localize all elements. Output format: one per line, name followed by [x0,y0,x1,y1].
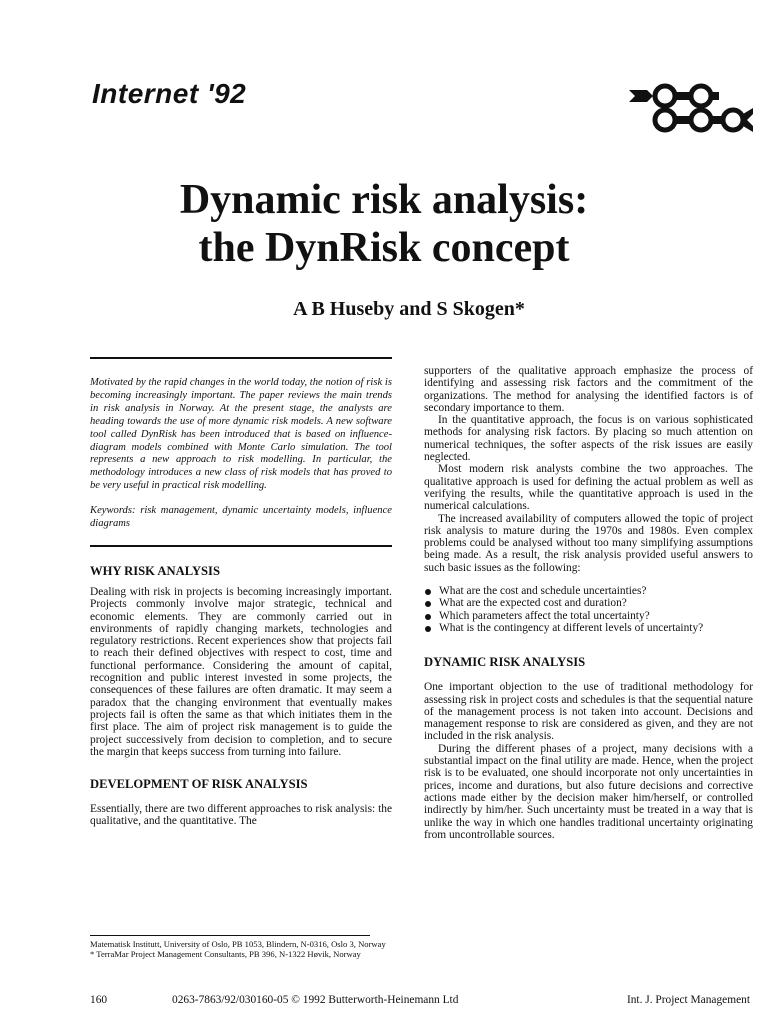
risk-questions-list [424,585,753,634]
copyright-line: 0263-7863/92/030160-05 © 1992 Butterworth-Heinemann Ltd [172,994,459,1006]
heading-development: DEVELOPMENT OF RISK ANALYSIS [90,777,308,792]
page-number: 160 [90,994,108,1006]
footnotes [90,935,392,959]
abstract-top-rule [90,357,392,359]
list-item: Which parameters affect the total uncertainty? [424,610,753,622]
heading-why-risk-analysis: WHY RISK ANALYSIS [90,563,220,578]
list-item: What are the expected cost and duration? [424,597,753,609]
dynamic-paragraph-1: One important objection to the use of traditional methodology for assessing risk in project costs and schedules is that the sequential nature of the management process is not taken into account. Decisions and management response to risk are considered as given, and they are not included in the risk analysis. [424,681,753,743]
development-paragraph-4: The increased availability of computers allowed the topic of project risk analysis to mature during the 1970s and 1980s. Even complex problems could be analysed without too many simplifying assumptions being made. As a result, the risk analysis provided useful answers to such basic issues as the following: [424,512,753,574]
right-column [424,365,753,841]
dynamic-paragraph-2: During the different phases of a project, many decisions with a substantial impact on the final utility are made. Hence, when the project risk is to be evaluated, one should incorporate not only uncertainties in prices, income and durations, but also future decisions and corrective actions made either by the decision maker him/herself, or controlled indirectly by him/her. Such uncertainty must be treated in a way that is unlike the way in which one handles traditional uncertainty originating from uncontrollable sources. [424,742,753,841]
page-footer [0,994,768,1010]
title-line-2: the DynRisk concept [198,225,570,271]
footnote-affiliation-1: Matematisk Institutt, University of Oslo, PB 1053, Blindern, N-0316, Oslo 3, Norway [90,939,386,949]
development-paragraph-3: Most modern risk analysts combine the two approaches. The qualitative approach is used for defining the actual problem as well as verifying the results, while the quantitative approach is used in the numerical calculations. [424,463,753,513]
list-item: What are the cost and schedule uncertainties? [424,585,753,597]
development-paragraph-1: Essentially, there are two different approaches to risk analysis: the qualitative, and the quantitative. The [90,803,392,828]
why-paragraph: Dealing with risk in projects is becoming increasingly important. Projects commonly involve major strategic, technical and economic elements. They are commonly carried out in environments of rapidly changing markets, technologies and regulatory restrictions. Recent experiences show that projects fail to reach their defined objectives with respect to cost, time and functional performance. Considering the amount of capital, recognition and public interest invested in some projects, the consequences of these failures are often dramatic. It may seem a paradox that the changing environment that eventually makes projects fail is often the same as that which initiates them in the first place. The aim of project risk management is to guide the project successively from decision to completion, and to secure the margin that keeps success from turning into failure. [90,585,392,758]
heading-dynamic-risk-analysis: DYNAMIC RISK ANALYSIS [424,655,586,670]
left-column [90,357,392,828]
journal-name: Internet '92 [92,78,247,109]
journal-footer-name: Int. J. Project Management [626,994,750,1006]
list-item: What is the contingency at different levels of uncertainty? [424,622,753,634]
footnote-rule [90,935,370,936]
development-paragraph-1-continued: supporters of the qualitative approach emphasize the process of identifying and assessing risk factors and the commitment of the organizations. The method for analysing the identified factors is of secondary importance to them. [424,365,753,414]
authors: A B Huseby and S Skogen* [293,298,525,320]
footnote-affiliation-2: * TerraMar Project Management Consultants, PB 396, N-1322 Høvik, Norway [90,949,361,960]
abstract: Motivated by the rapid changes in the world today, the notion of risk is becoming increasingly important. The paper reviews the main trends in risk analysis in Norway. At the present stage, the analysts are heading towards the use of more dynamic risk models. A new software tool called DynRisk has been introduced that is based on influence-diagram models combined with Monte Carlo simulation. The tool represents a new approach to risk modelling. In particular, the methodology introduces a new class of risk models that has proved to be very useful in practical risk modelling. [90,377,392,492]
article-title [0,176,768,272]
abstract-bottom-rule [90,545,392,547]
linked-rings-logo-icon [625,80,755,136]
title-line-1: Dynamic risk analysis: [179,177,589,223]
keywords: Keywords: risk management, dynamic uncertainty models, influence diagrams [90,505,392,530]
development-paragraph-2: In the quantitative approach, the focus is on various sophisticated methods for analysing risk factors. By placing so much attention on numerical techniques, the softer aspects of the risk issues are easily neglected. [424,414,753,464]
